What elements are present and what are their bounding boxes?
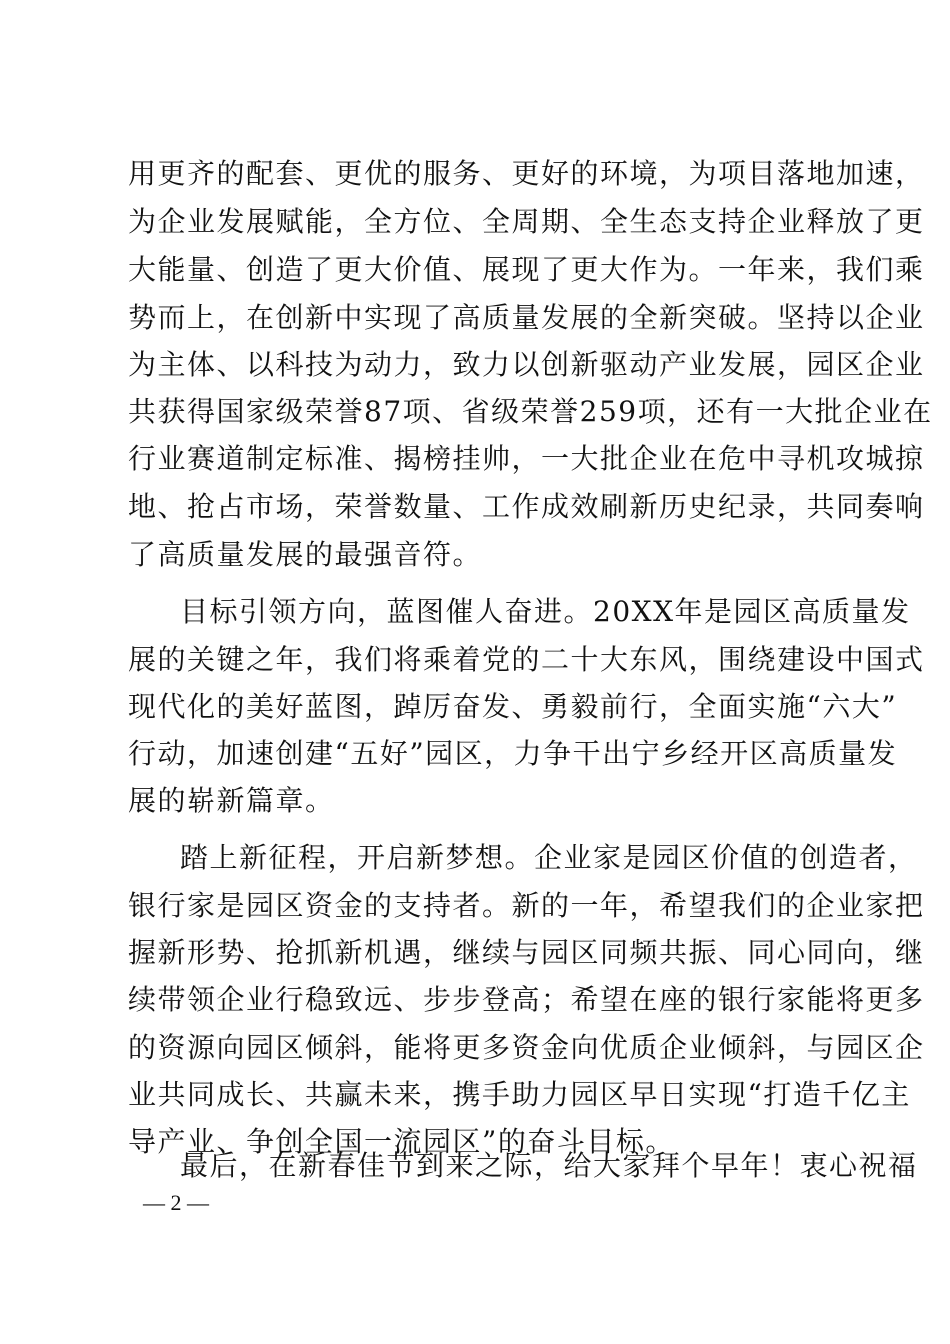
text-line: 地、抢占市场，荣誉数量、工作成效刷新历史纪录，共同奏响 <box>128 490 925 523</box>
text-line: 业共同成长、共赢未来，携手助力园区早日实现“打造千亿主 <box>128 1078 911 1111</box>
paragraph-first-line: 目标引领方向，蓝图催人奋进。20XX年是园区高质量发 <box>180 595 911 628</box>
paragraph-first-line: 最后，在新春佳节到来之际，给大家拜个早年！衷心祝福 <box>180 1149 918 1182</box>
text-line: 展的关键之年，我们将乘着党的二十大东风，围绕建设中国式 <box>128 643 925 676</box>
text-line: 大能量、创造了更大价值、展现了更大作为。一年来，我们乘 <box>128 253 925 286</box>
text-line: 的资源向园区倾斜，能将更多资金向优质企业倾斜，与园区企 <box>128 1031 925 1064</box>
text-line: 现代化的美好蓝图，踔厉奋发、勇毅前行，全面实施“六大” <box>128 690 898 723</box>
text-line: 银行家是园区资金的支持者。新的一年，希望我们的企业家把 <box>128 889 925 922</box>
text-line: 用更齐的配套、更优的服务、更好的环境，为项目落地加速， <box>128 157 925 190</box>
text-line: 导产业、争创全国一流园区”的奋斗目标。 <box>128 1125 675 1158</box>
text-line: 行动，加速创建“五好”园区，力争干出宁乡经开区高质量发 <box>128 737 898 770</box>
page-number: — 2 — <box>143 1190 209 1215</box>
text-line: 握新形势、抢抓新机遇，继续与园区同频共振、同心同向，继 <box>128 936 925 969</box>
text-line: 续带领企业行稳致远、步步登高；希望在座的银行家能将更多 <box>128 983 925 1016</box>
text-line: 展的崭新篇章。 <box>128 784 335 817</box>
text-line: 势而上，在创新中实现了高质量发展的全新突破。坚持以企业 <box>128 301 925 334</box>
text-line: 为主体、以科技为动力，致力以创新驱动产业发展，园区企业 <box>128 348 925 381</box>
text-line: 了高质量发展的最强音符。 <box>128 538 483 571</box>
paragraph-first-line: 踏上新征程，开启新梦想。企业家是园区价值的创造者， <box>180 841 918 874</box>
text-line: 为企业发展赋能，全方位、全周期、全生态支持企业释放了更 <box>128 205 925 238</box>
text-line: 行业赛道制定标准、揭榜挂帅，一大批企业在危中寻机攻城掠 <box>128 442 925 475</box>
text-line: 共获得国家级荣誉87项、省级荣誉259项，还有一大批企业在 <box>128 395 933 428</box>
